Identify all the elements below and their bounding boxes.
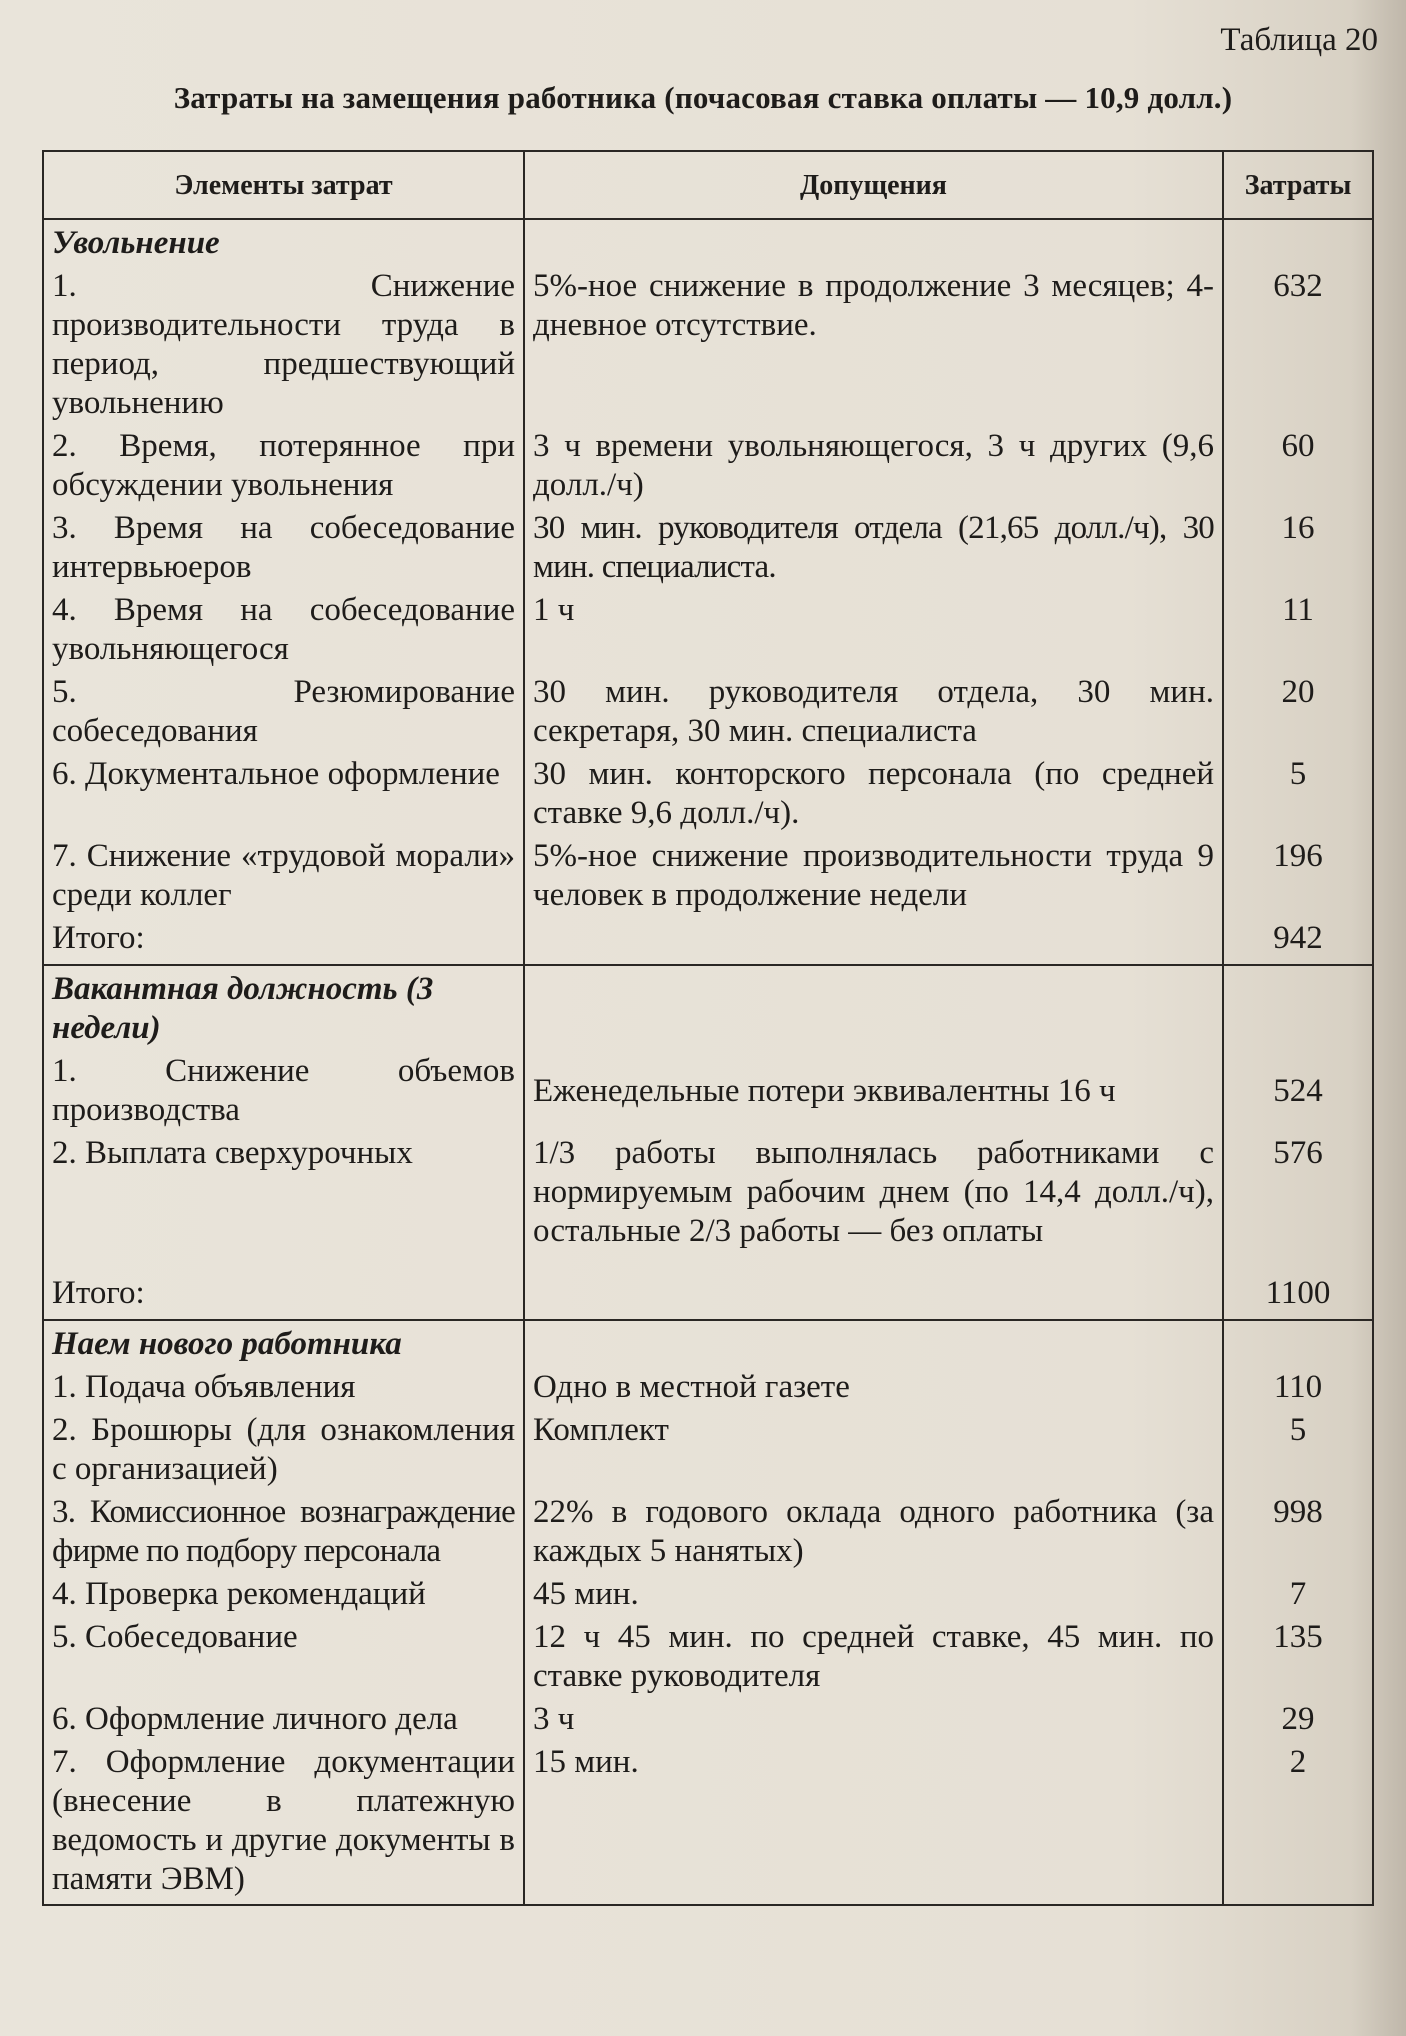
row-element: 1. Снижение объемов производства (43, 1050, 524, 1132)
row-element: 5. Собеседование (43, 1616, 524, 1698)
table-title: Затраты на замещения работника (почасовая ставка оплаты — 10,9 долл.) (173, 80, 1233, 115)
row-cost: 16 (1223, 507, 1373, 589)
total-row (43, 1272, 1373, 1320)
table-row (43, 425, 1373, 507)
row-cost: 196 (1223, 835, 1373, 917)
row-cost: 29 (1223, 1698, 1373, 1741)
total-label: Итого: (43, 917, 524, 965)
row-assumption: 30 мин. конторского персонала (по средней ставке 9,6 долл./ч). (524, 753, 1223, 835)
row-cost: 524 (1223, 1050, 1373, 1132)
row-element: 3. Время на собеседование интервьюеров (43, 507, 524, 589)
table-row (43, 753, 1373, 835)
row-assumption: 22% в годового оклада одного работника (за каждых 5 нанятых) (524, 1491, 1223, 1573)
row-element: 1. Подача объявления (43, 1366, 524, 1409)
row-assumption: 30 мин. руководителя отдела (21,65 долл./ч), 30 мин. специалиста. (524, 507, 1223, 589)
row-assumption: 15 мин. (524, 1741, 1223, 1905)
row-assumption: 45 мин. (524, 1573, 1223, 1616)
row-assumption: Комплект (524, 1409, 1223, 1491)
row-cost: 11 (1223, 589, 1373, 671)
section-title: Вакантная должность (3 недели) (43, 965, 524, 1050)
total-label: Итого: (43, 1272, 524, 1320)
cost-table (42, 150, 1374, 1906)
row-cost: 576 (1223, 1132, 1373, 1272)
row-element: 7. Снижение «трудовой морали» среди коллег (43, 835, 524, 917)
section-title: Увольнение (43, 219, 524, 265)
row-assumption: 30 мин. руководителя отдела, 30 мин. секретаря, 30 мин. специалиста (524, 671, 1223, 753)
row-assumption: Одно в местной газете (524, 1366, 1223, 1409)
row-element: 7. Оформление документации (внесение в платежную ведомость и другие документы в памяти ЭВМ) (43, 1741, 524, 1905)
row-element: 4. Проверка рекомендаций (43, 1573, 524, 1616)
section-header-row (43, 965, 1373, 1050)
row-cost: 5 (1223, 753, 1373, 835)
table-row (43, 1491, 1373, 1573)
cost-table-wrapper (42, 150, 1372, 1906)
row-element: 1. Снижение производительности труда в период, предшествующий увольнению (43, 265, 524, 425)
row-assumption: 12 ч 45 мин. по средней ставке, 45 мин. по ставке руководителя (524, 1616, 1223, 1698)
row-cost: 632 (1223, 265, 1373, 425)
table-row (43, 1698, 1373, 1741)
row-cost: 5 (1223, 1409, 1373, 1491)
header-cost: Затраты (1223, 151, 1373, 219)
table-row (43, 671, 1373, 753)
table-row (43, 1741, 1373, 1905)
table-row (43, 835, 1373, 917)
table-header-row (43, 151, 1373, 219)
table-row (43, 265, 1373, 425)
row-cost: 998 (1223, 1491, 1373, 1573)
row-assumption: 1 ч (524, 589, 1223, 671)
table-row (43, 1616, 1373, 1698)
row-element: 2. Выплата сверхурочных (43, 1132, 524, 1272)
section-header-row (43, 1320, 1373, 1366)
table-row (43, 589, 1373, 671)
row-cost: 135 (1223, 1616, 1373, 1698)
row-element: 4. Время на собеседование увольняющегося (43, 589, 524, 671)
table-row (43, 1050, 1373, 1132)
section-header-row (43, 219, 1373, 265)
total-value: 1100 (1223, 1272, 1373, 1320)
row-assumption: 3 ч (524, 1698, 1223, 1741)
table-row (43, 507, 1373, 589)
table-row (43, 1409, 1373, 1491)
row-assumption: 5%-ное снижение производительности труда 9 человек в продолжение недели (524, 835, 1223, 917)
total-value: 942 (1223, 917, 1373, 965)
row-assumption: 3 ч времени увольняющегося, 3 ч других (9,6 долл./ч) (524, 425, 1223, 507)
header-element: Элементы затрат (43, 151, 524, 219)
row-element: 6. Документальное оформление (43, 753, 524, 835)
row-assumption: 5%-ное снижение в продолжение 3 месяцев; 4-дневное отсутствие. (524, 265, 1223, 425)
row-element: 3. Комиссионное вознаграждение фирме по подбору персонала (43, 1491, 524, 1573)
row-element: 2. Брошюры (для ознакомления с организацией) (43, 1409, 524, 1491)
row-element: 6. Оформление личного дела (43, 1698, 524, 1741)
header-assumption: Допущения (524, 151, 1223, 219)
row-cost: 110 (1223, 1366, 1373, 1409)
row-cost: 2 (1223, 1741, 1373, 1905)
row-assumption: 1/3 работы выполнялась работниками с нормируемым рабочим днем (по 14,4 долл./ч), остальные 2/3 работы — без оплаты (524, 1132, 1223, 1272)
section-title: Наем нового работника (43, 1320, 524, 1366)
total-row (43, 917, 1373, 965)
table-row (43, 1366, 1373, 1409)
row-element: 5. Резюмирование собеседования (43, 671, 524, 753)
row-cost: 60 (1223, 425, 1373, 507)
table-row (43, 1573, 1373, 1616)
row-cost: 20 (1223, 671, 1373, 753)
row-cost: 7 (1223, 1573, 1373, 1616)
table-number: Таблица 20 (1220, 22, 1378, 58)
row-assumption: Еженедельные потери эквивалентны 16 ч (524, 1050, 1223, 1132)
table-row (43, 1132, 1373, 1272)
row-element: 2. Время, потерянное при обсуждении увольнения (43, 425, 524, 507)
